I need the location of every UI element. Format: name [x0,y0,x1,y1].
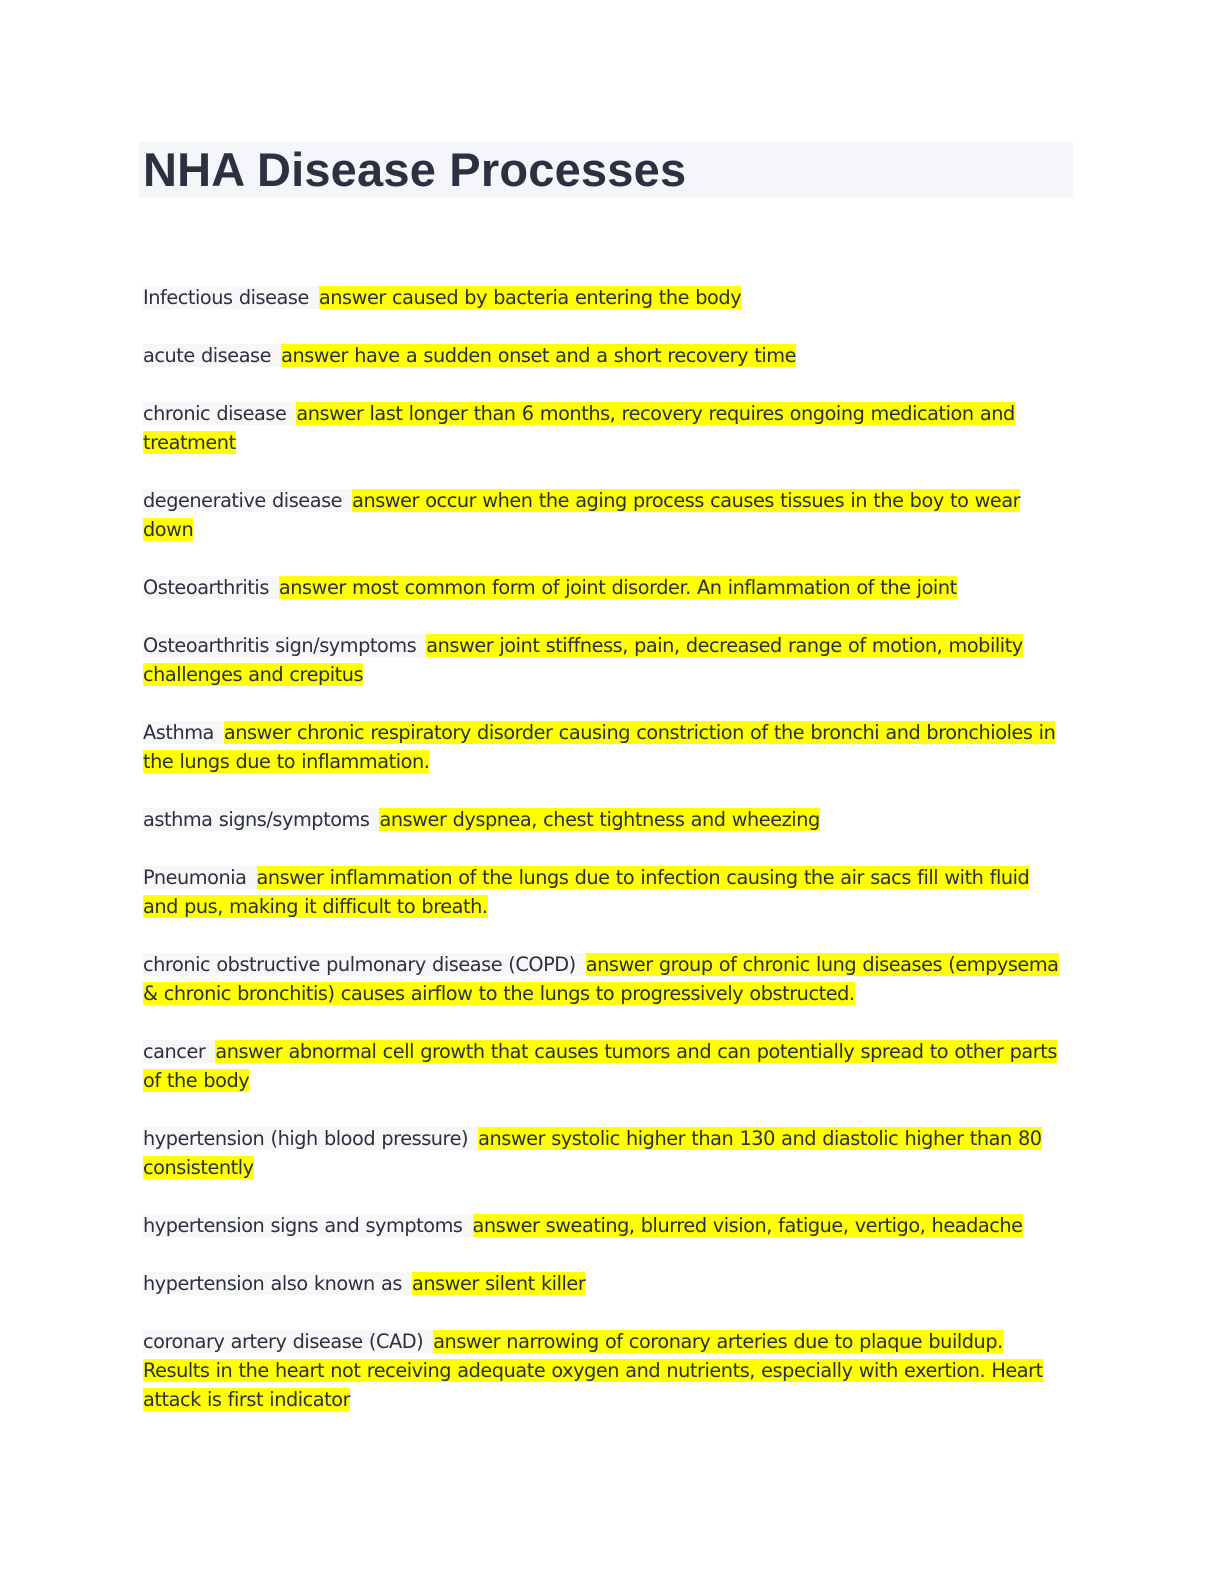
qa-entry-cancer [143,1037,1068,1095]
answer: answer most common form of joint disorder. An inflammation of the joint [278,576,957,599]
term: Asthma [143,721,224,744]
answer: answer dyspnea, chest tightness and wheezing [379,808,820,831]
qa-entry-hypertension [143,1124,1068,1182]
answer: answer systolic higher than 130 and diastolic higher than 80 consistently [143,1127,1042,1179]
answer: answer silent killer [411,1272,586,1295]
term: chronic obstructive pulmonary disease (COPD) [143,953,586,976]
term: Osteoarthritis sign/symptoms [143,634,426,657]
qa-entry-asthma-symptoms [143,805,1068,834]
term: hypertension (high blood pressure) [143,1127,478,1150]
qa-entry-copd [143,950,1068,1008]
answer: answer occur when the aging process causes tissues in the boy to wear down [143,489,1021,541]
qa-entry-chronic-disease [143,399,1068,457]
answer: answer sweating, blurred vision, fatigue, vertigo, headache [472,1214,1023,1237]
qa-entry-pneumonia [143,863,1068,921]
term: acute disease [143,344,281,367]
qa-entry-infectious-disease [143,283,1068,312]
qa-entry-hypertension-aka [143,1269,1068,1298]
qa-entry-cad [143,1327,1068,1414]
term: chronic disease [143,402,296,425]
answer: answer group of chronic lung diseases (empysema & chronic bronchitis) causes airflow to the lungs to progressively obstructed. [143,953,1059,1005]
answer: answer joint stiffness, pain, decreased range of motion, mobility challenges and crepitus [143,634,1023,686]
answer: answer chronic respiratory disorder causing constriction of the bronchi and bronchioles in the lungs due to inflammation. [143,721,1056,773]
term: Pneumonia [143,866,257,889]
answer: answer inflammation of the lungs due to infection causing the air sacs fill with fluid and pus, making it difficult to breath. [143,866,1030,918]
answer: answer have a sudden onset and a short recovery time [281,344,796,367]
term: Infectious disease [143,286,319,309]
answer: answer abnormal cell growth that causes tumors and can potentially spread to other parts of the body [143,1040,1057,1092]
qa-entry-asthma [143,718,1068,776]
page-title: NHA Disease Processes [143,143,687,196]
term: coronary artery disease (CAD) [143,1330,433,1353]
qa-list [143,283,1068,1443]
qa-entry-hypertension-symptoms [143,1211,1068,1240]
qa-entry-acute-disease [143,341,1068,370]
term: asthma signs/symptoms [143,808,379,831]
term: degenerative disease [143,489,352,512]
term: hypertension signs and symptoms [143,1214,473,1237]
term: cancer [143,1040,215,1063]
qa-entry-osteoarthritis-symptoms [143,631,1068,689]
qa-entry-degenerative-disease [143,486,1068,544]
term: Osteoarthritis [143,576,279,599]
answer: answer last longer than 6 months, recovery requires ongoing medication and treatment [143,402,1015,454]
answer: answer caused by bacteria entering the body [318,286,742,309]
qa-entry-osteoarthritis [143,573,1068,602]
term: hypertension also known as [143,1272,412,1295]
answer: answer narrowing of coronary arteries due to plaque buildup. Results in the heart not receiving adequate oxygen and nutrients, especially with exertion. Heart attack is first indicator [143,1330,1043,1411]
